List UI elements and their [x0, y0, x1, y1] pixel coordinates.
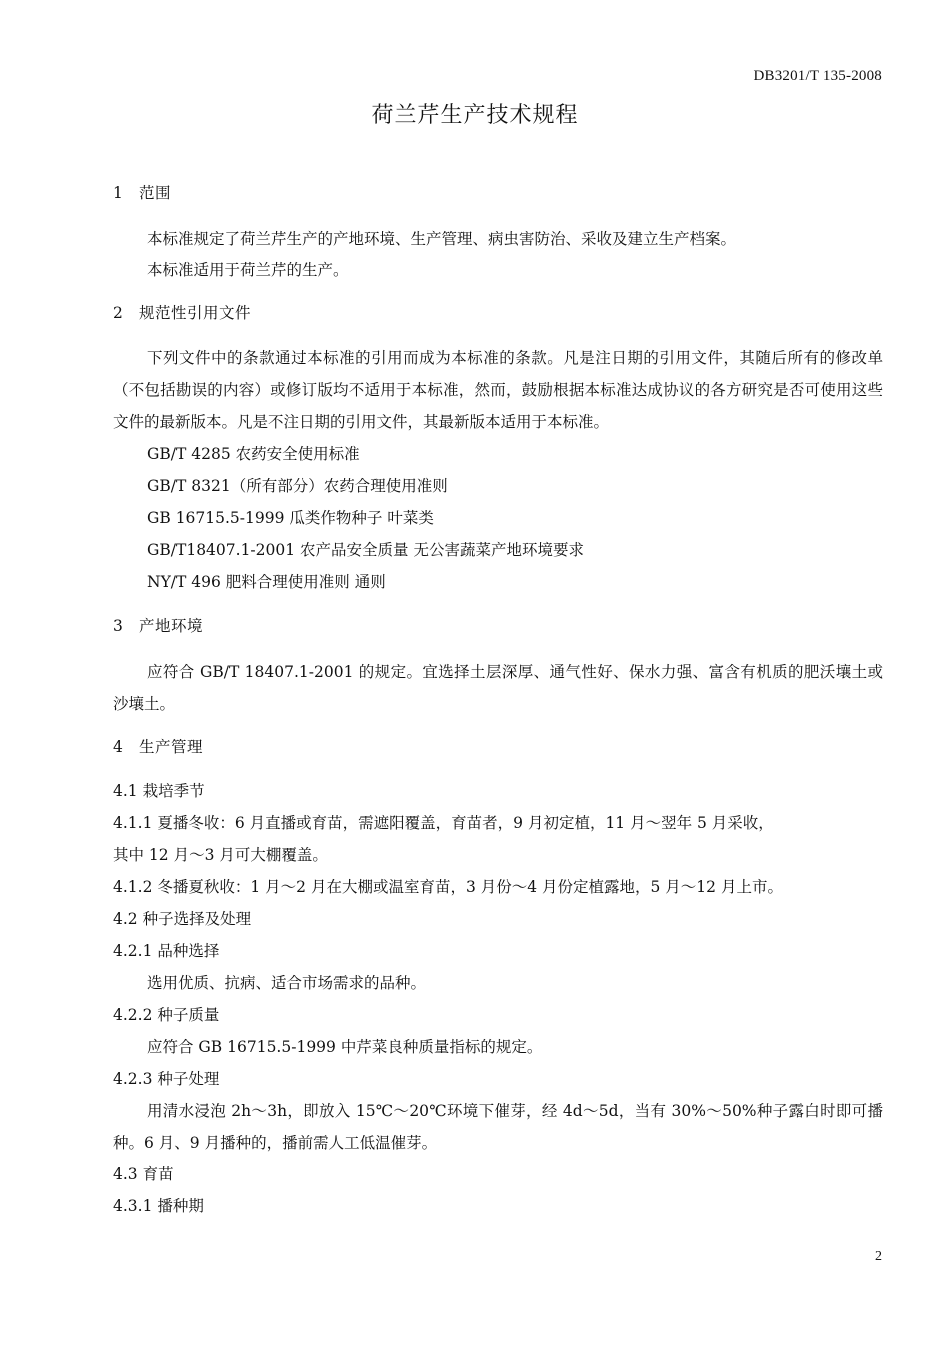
section-3-heading [113, 616, 203, 636]
subsection-4-1-2: 4.1.2 冬播夏秋收：1 月～2 月在大棚或温室育苗，3 月份～4 月份定植露地，5 月～12 月上市。 [113, 878, 783, 896]
page-number: 2 [875, 1249, 882, 1264]
subsection-4-2-2-text: 应符合 GB 16715.5-1999 中芹菜良种质量指标的规定。 [147, 1038, 543, 1056]
subsection-4-1-1-continued: 其中 12 月～3 月可大棚覆盖。 [113, 846, 328, 864]
section-1-heading [113, 183, 171, 203]
document-title: 荷兰芹生产技术规程 [371, 103, 579, 128]
section-title: 产地环境 [139, 617, 204, 635]
reference-item: GB/T 4285 农药安全使用标准 [147, 445, 360, 463]
reference-item: GB/T 8321（所有部分）农药合理使用准则 [147, 477, 448, 495]
standard-code: DB3201/T 135-2008 [753, 68, 882, 84]
reference-item: NY/T 496 肥料合理使用准则 通则 [147, 573, 386, 591]
subsection-4-2: 4.2 种子选择及处理 [113, 910, 252, 928]
section-2-intro: 下列文件中的条款通过本标准的引用而成为本标准的条款。凡是注日期的引用文件，其随后所有的修改单（不包括勘误的内容）或修订版均不适用于本标准，然而，鼓励根据本标准达成协议的各方研究是否可使用这些文件的最新版本。凡是不注日期的引用文件，其最新版本适用于本标准。 [113, 349, 883, 431]
section-title: 生产管理 [139, 738, 204, 756]
section-number: 2 [113, 304, 124, 322]
section-number: 3 [113, 617, 124, 635]
subsection-4-2-3: 4.2.3 种子处理 [113, 1070, 220, 1088]
section-1-paragraph-1: 本标准规定了荷兰芹生产的产地环境、生产管理、病虫害防治、采收及建立生产档案。 [147, 230, 737, 248]
subsection-4-1-1: 4.1.1 夏播冬收：6 月直播或育苗，需遮阳覆盖，育苗者，9 月初定植，11 月～翌年 5 月采收， [113, 814, 774, 832]
subsection-4-2-1-text: 选用优质、抗病、适合市场需求的品种。 [147, 974, 427, 992]
subsection-4-2-1: 4.2.1 品种选择 [113, 942, 220, 960]
section-1-paragraph-2: 本标准适用于荷兰芹的生产。 [147, 261, 349, 279]
reference-item: GB/T18407.1-2001 农产品安全质量 无公害蔬菜产地环境要求 [147, 541, 584, 559]
section-3-text: 应符合 GB/T 18407.1-2001 的规定。宜选择土层深厚、通气性好、保水力强、富含有机质的肥沃壤土或沙壤土。 [113, 663, 883, 713]
subsection-4-2-2: 4.2.2 种子质量 [113, 1006, 220, 1024]
section-number: 1 [113, 184, 124, 202]
section-number: 4 [113, 738, 124, 756]
subsection-4-3: 4.3 育苗 [113, 1165, 174, 1183]
section-title: 规范性引用文件 [139, 304, 252, 322]
subsection-4-3-1: 4.3.1 播种期 [113, 1197, 204, 1215]
subsection-4-1: 4.1 栽培季节 [113, 782, 205, 800]
subsection-4-2-3-text: 用清水浸泡 2h～3h，即放入 15℃～20℃环境下催芽，经 4d～5d，当有 30%～50%种子露白时即可播种。6 月、9 月播种的，播前需人工低温催芽。 [113, 1102, 883, 1152]
section-title: 范围 [139, 184, 172, 202]
section-2-heading [113, 303, 251, 323]
section-4-heading [113, 737, 203, 757]
reference-item: GB 16715.5-1999 瓜类作物种子 叶菜类 [147, 509, 434, 527]
